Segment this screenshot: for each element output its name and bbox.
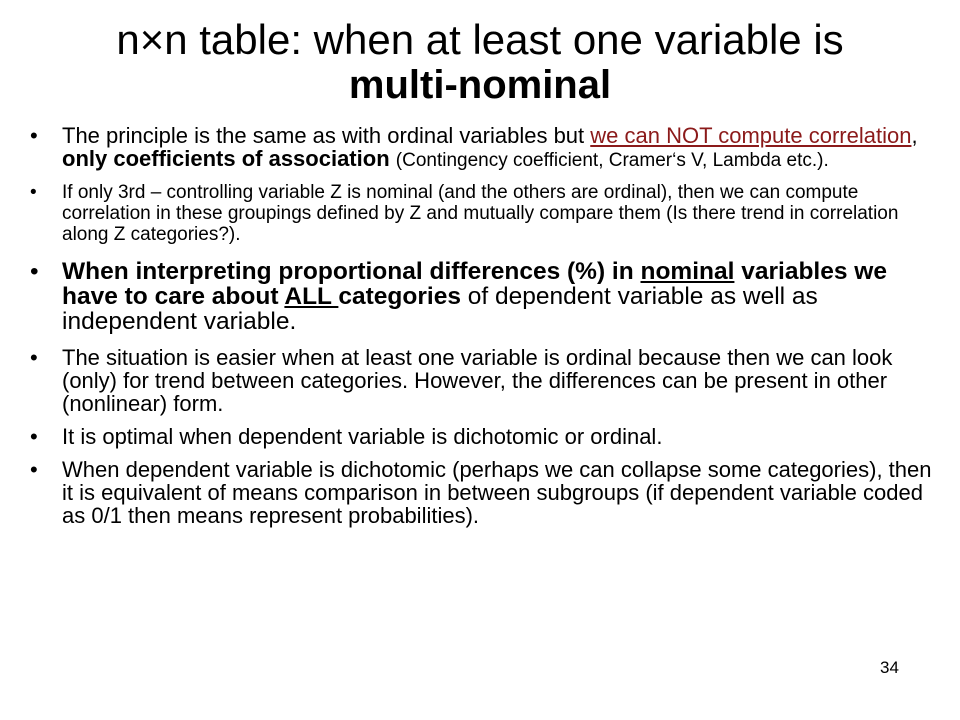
underlined-text: ALL: [284, 283, 339, 310]
bullet-icon: •: [30, 457, 38, 482]
bold-text: When interpreting proportional differences (%) in: [62, 258, 641, 285]
bullet-item-controlling-variable: [0, 182, 960, 245]
title-line-2: multi-nominal: [348, 63, 612, 107]
bullet-text: The situation is easier when at least one variable is ordinal because then we can look (only) for trend between categories. However, the differences can be present in other (nonlinear) form.: [62, 345, 893, 416]
bullet-subtext: (Contingency coefficient, Cramer‘s V, Lambda etc.).: [395, 150, 829, 171]
bullet-item-interpreting: [0, 259, 960, 334]
page-number: 34: [880, 658, 899, 677]
bullet-item-optimal: [0, 425, 960, 448]
bullet-text: It is optimal when dependent variable is dichotomic or ordinal.: [62, 424, 663, 449]
no-correlation-link: we can NOT compute correlation: [590, 123, 912, 148]
bullet-item-dichotomic: [0, 458, 960, 527]
bullet-list: [0, 124, 960, 537]
bullet-icon: •: [30, 182, 37, 203]
title-line-1: n×n table: when at least one variable is: [116, 16, 844, 63]
underlined-text: nominal: [640, 258, 735, 285]
bullet-icon: •: [30, 345, 38, 370]
bold-text: categories: [338, 283, 461, 310]
bold-text: variables we have to care about: [62, 258, 887, 310]
bullet-icon: •: [30, 258, 39, 285]
bullet-text: If only 3rd – controlling variable Z is nominal (and the others are ordinal), then we can compute correlation in these groupings defined by Z and mutually compare them (Is there trend in correlation along Z categories?).: [62, 182, 899, 245]
bullet-text: ,: [911, 123, 918, 148]
bullet-text: When dependent variable is dichotomic (perhaps we can collapse some categories), then it is equivalent of means comparison in between subgroups (if dependent variable coded as 0/1 then means represent probabilities).: [62, 457, 932, 528]
bold-text: only coefficients of association: [62, 146, 390, 171]
slide-title: [0, 18, 960, 108]
bullet-text: The principle is the same as with ordinal variables but: [62, 123, 591, 148]
bullet-icon: •: [30, 424, 38, 449]
bullet-item-easier: [0, 346, 960, 415]
bullet-icon: •: [30, 123, 38, 148]
bullet-item-principle: [0, 124, 960, 172]
bullet-text: of dependent variable as well as independent variable.: [62, 283, 818, 335]
